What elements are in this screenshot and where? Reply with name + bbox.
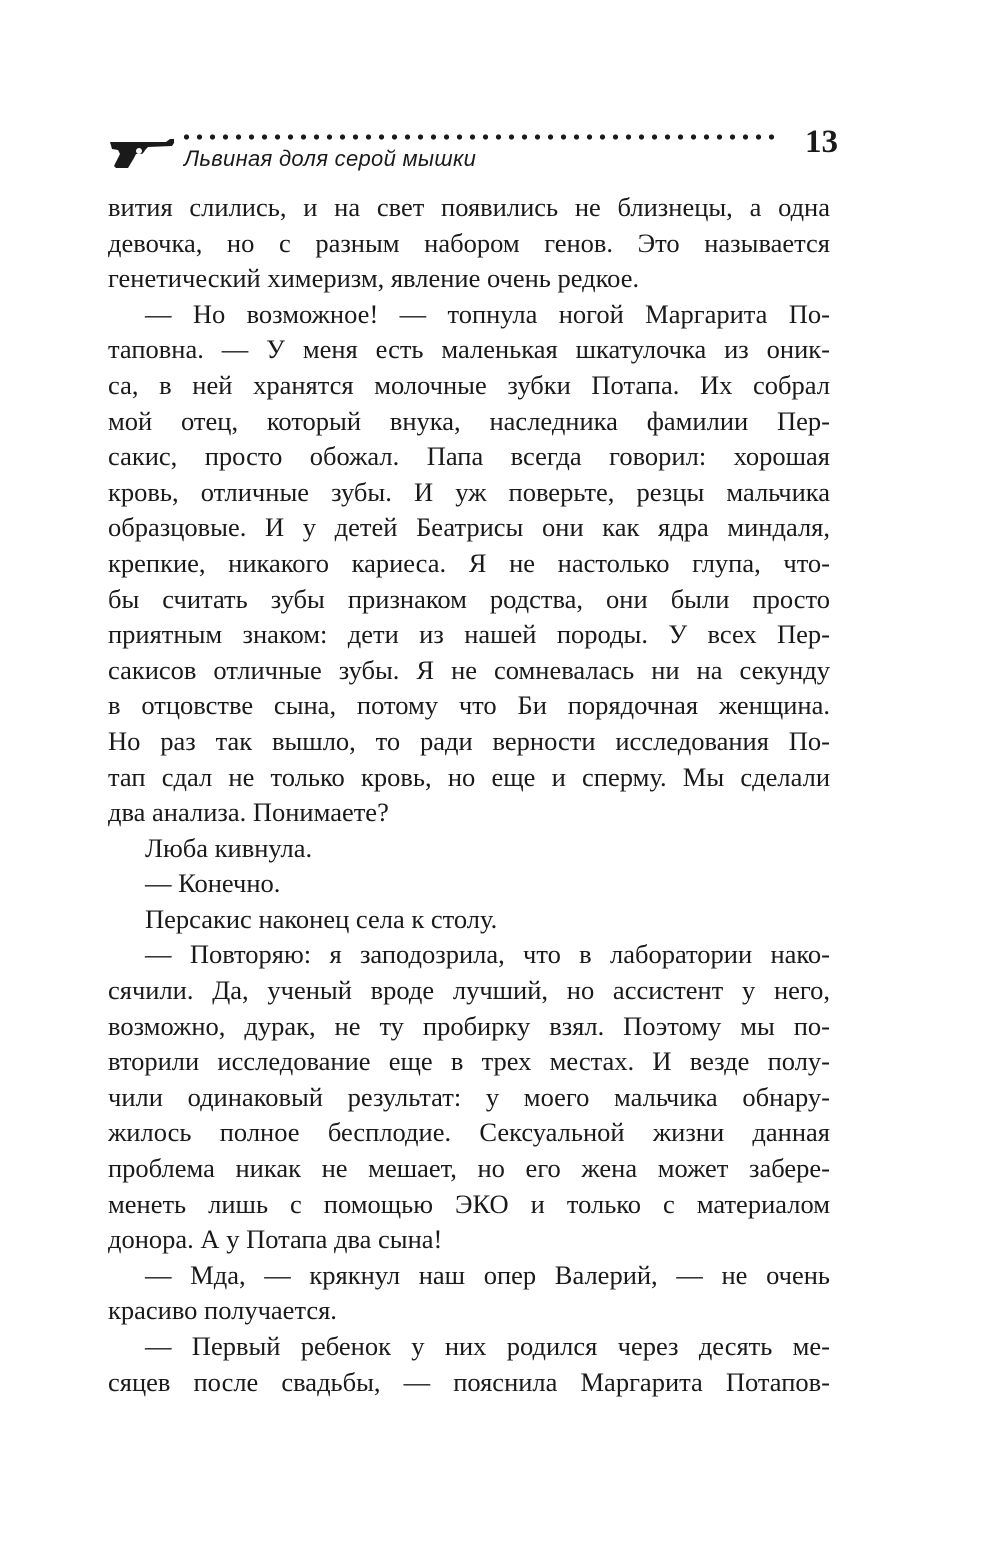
text-line: са, в ней хранятся молочные зубки Потапа. Их собрал: [108, 369, 830, 400]
text-line: Персакис наконец села к столу.: [145, 903, 498, 934]
running-header: [108, 124, 838, 180]
text-line: сакис, просто обожал. Папа всегда говорил: хорошая: [108, 441, 830, 472]
body-text: [108, 190, 830, 1400]
text-line: вторили исследование еще в трех местах. И везде полу-: [108, 1046, 830, 1077]
running-title: Львиная доля серой мышки: [184, 146, 477, 171]
text-line: проблема никак не мешает, но его жена может забере-: [108, 1153, 830, 1184]
text-line: Но раз так вышло, то ради верности исследования По-: [108, 725, 830, 756]
text-line: крепкие, никакого кариеса. Я не настолько глупа, что-: [108, 547, 830, 578]
text-line: возможно, дурак, не ту пробирку взял. Поэтому мы по-: [108, 1010, 830, 1041]
text-line: — Но возможное! — топнула ногой Маргарита По-: [145, 298, 830, 329]
text-line: — Конечно.: [145, 868, 281, 899]
text-line: красиво получается.: [108, 1295, 337, 1326]
text-line: сакисов отличные зубы. Я не сомневалась ни на секунду: [108, 654, 830, 685]
text-line: тап сдал не только кровь, но еще и сперму. Мы сделали: [108, 761, 830, 792]
text-line: — Повторяю: я заподозрила, что в лаборатории нако-: [145, 939, 830, 970]
text-line: Люба кивнула.: [145, 832, 313, 863]
text-line: чили одинаковый результат: у моего мальчика обнару-: [108, 1081, 830, 1112]
text-line: — Мда, — крякнул наш опер Валерий, — не очень: [145, 1259, 830, 1290]
dotted-rule: [180, 134, 778, 140]
text-line: кровь, отличные зубы. И уж поверьте, резцы мальчика: [108, 476, 830, 507]
revolver-icon: [108, 134, 178, 170]
text-line: бы считать зубы признаком родства, они были просто: [108, 583, 830, 614]
text-line: в отцовстве сына, потому что Би порядочная женщина.: [108, 690, 830, 721]
text-line: донора. А у Потапа два сына!: [108, 1224, 443, 1255]
text-line: мой отец, который внука, наследника фамилии Пер-: [108, 405, 830, 436]
text-line: таповна. — У меня есть маленькая шкатулочка из оник-: [108, 334, 830, 365]
text-line: два анализа. Понимаете?: [108, 797, 389, 828]
text-line: вития слились, и на свет появились не близнецы, а одна: [108, 192, 830, 222]
text-line: менеть лишь с помощью ЭКО и только с материалом: [108, 1188, 830, 1219]
text-line: образцовые. И у детей Беатрисы они как ядра миндаля,: [108, 512, 830, 543]
text-line: приятным знаком: дети из нашей породы. У всех Пер-: [108, 619, 830, 650]
text-line: — Первый ребенок у них родился через десять ме-: [145, 1331, 830, 1361]
page-number: 13: [805, 124, 838, 160]
text-line: жилось полное бесплодие. Сексуальной жизни данная: [108, 1117, 830, 1148]
text-line: сяцев после свадьбы, — пояснила Маргарита Потапов-: [108, 1366, 830, 1397]
text-line: генетический химеризм, явление очень редкое.: [108, 263, 640, 294]
text-line: девочка, но с разным набором генов. Это называется: [108, 227, 830, 258]
text-line: сячили. Да, ученый вроде лучший, но ассистент у него,: [108, 975, 830, 1006]
